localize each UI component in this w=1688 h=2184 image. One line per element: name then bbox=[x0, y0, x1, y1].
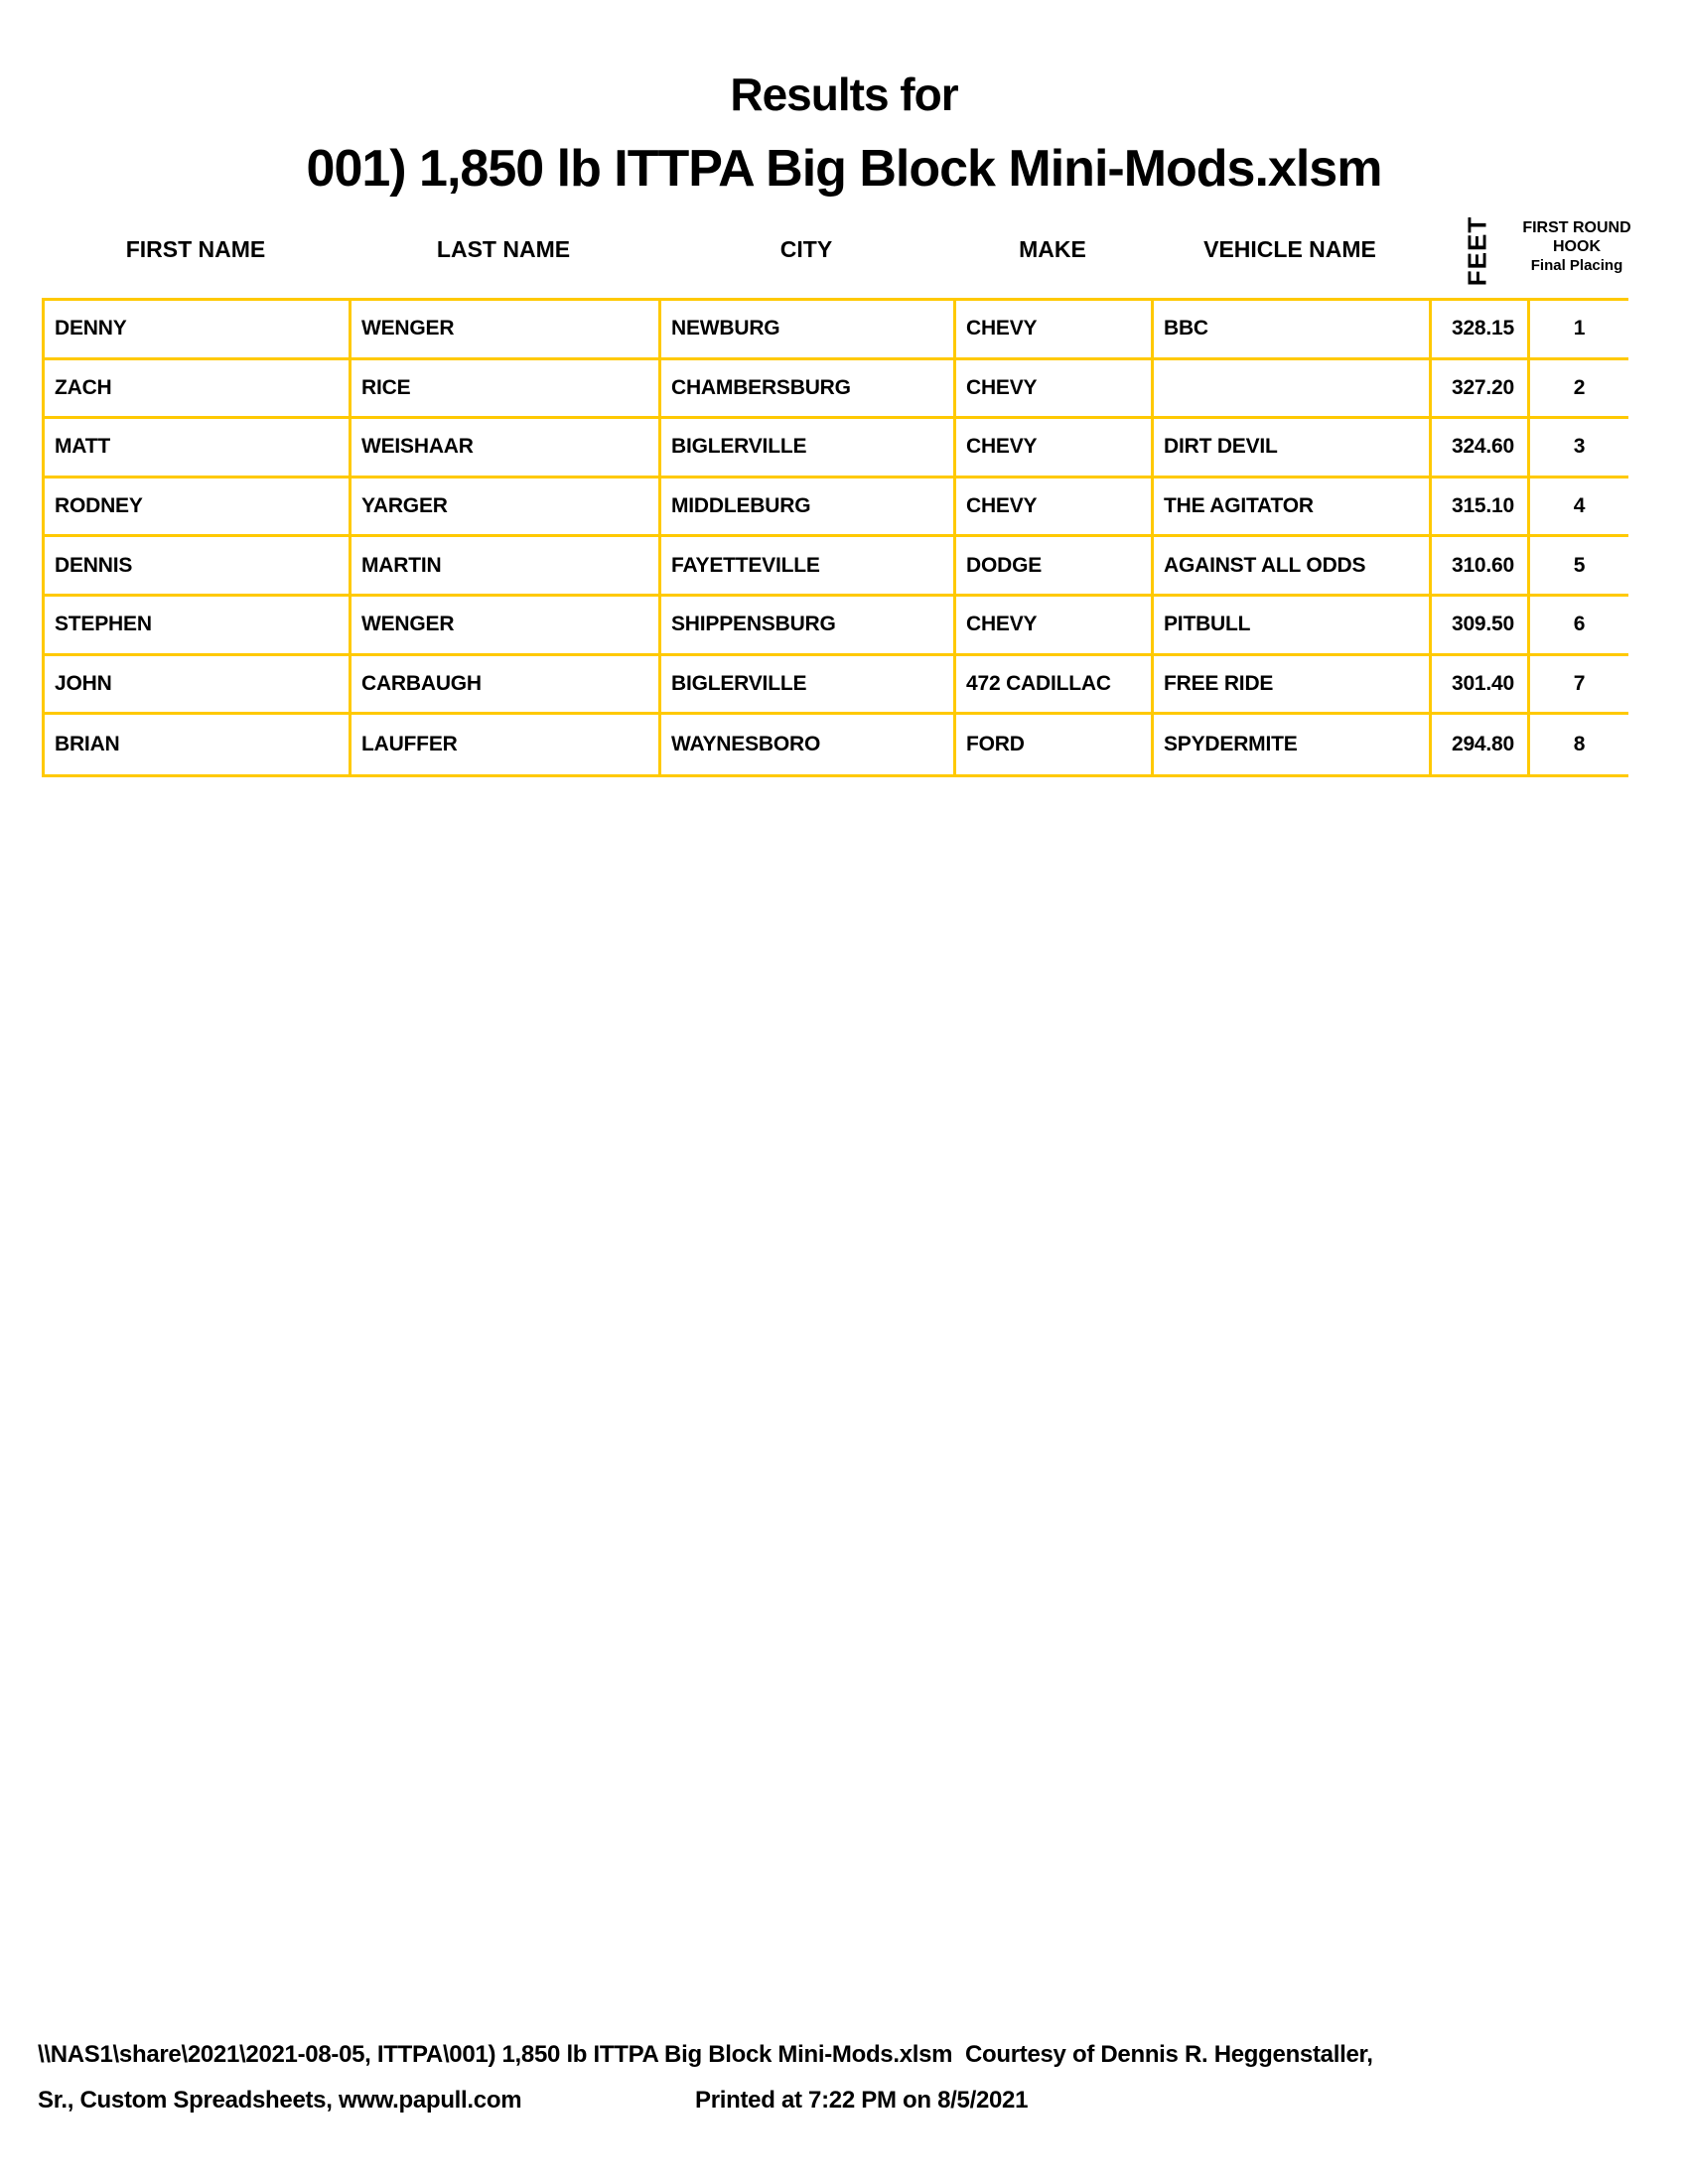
cell-feet: 309.50 bbox=[1432, 597, 1530, 656]
cell-first: JOHN bbox=[45, 656, 352, 716]
cell-last: WENGER bbox=[352, 301, 661, 360]
cell-make: CHEVY bbox=[956, 597, 1154, 656]
cell-vehicle: AGAINST ALL ODDS bbox=[1154, 537, 1432, 597]
cell-first: STEPHEN bbox=[45, 597, 352, 656]
cell-last: LAUFFER bbox=[352, 715, 661, 774]
cell-make: CHEVY bbox=[956, 419, 1154, 478]
cell-place: 4 bbox=[1530, 478, 1628, 538]
cell-first: DENNY bbox=[45, 301, 352, 360]
cell-place: 1 bbox=[1530, 301, 1628, 360]
cell-feet: 315.10 bbox=[1432, 478, 1530, 538]
cell-last: CARBAUGH bbox=[352, 656, 661, 716]
footer-printed-info: Printed at 7:22 PM on 8/5/2021 bbox=[695, 2087, 1029, 2114]
cell-make: DODGE bbox=[956, 537, 1154, 597]
cell-place: 2 bbox=[1530, 360, 1628, 420]
column-header-vehicle-name: VEHICLE NAME bbox=[1203, 236, 1376, 262]
column-header-last-name: LAST NAME bbox=[436, 236, 571, 262]
hook-header-line1: FIRST ROUND bbox=[1522, 219, 1631, 236]
cell-make: FORD bbox=[956, 715, 1154, 774]
cell-vehicle: DIRT DEVIL bbox=[1154, 419, 1432, 478]
cell-vehicle: FREE RIDE bbox=[1154, 656, 1432, 716]
cell-city: SHIPPENSBURG bbox=[661, 597, 956, 656]
cell-feet: 328.15 bbox=[1432, 301, 1530, 360]
cell-city: BIGLERVILLE bbox=[661, 656, 956, 716]
hook-header-line2: HOOK bbox=[1553, 238, 1601, 255]
cell-city: WAYNESBORO bbox=[661, 715, 956, 774]
cell-place: 3 bbox=[1530, 419, 1628, 478]
cell-city: NEWBURG bbox=[661, 301, 956, 360]
column-header-first-round-hook bbox=[1487, 218, 1666, 275]
cell-feet: 327.20 bbox=[1432, 360, 1530, 420]
cell-make: CHEVY bbox=[956, 360, 1154, 420]
cell-last: WENGER bbox=[352, 597, 661, 656]
page-title-line1: Results for bbox=[730, 68, 958, 120]
cell-vehicle: THE AGITATOR bbox=[1154, 478, 1432, 538]
cell-last: WEISHAAR bbox=[352, 419, 661, 478]
hook-header-line3: Final Placing bbox=[1530, 257, 1623, 274]
cell-last: YARGER bbox=[352, 478, 661, 538]
cell-vehicle: SPYDERMITE bbox=[1154, 715, 1432, 774]
cell-city: CHAMBERSBURG bbox=[661, 360, 956, 420]
cell-place: 8 bbox=[1573, 732, 1586, 755]
cell-place: 6 bbox=[1530, 597, 1628, 656]
cell-last: RICE bbox=[352, 360, 661, 420]
cell-city: FAYETTEVILLE bbox=[661, 537, 956, 597]
cell-last: MARTIN bbox=[352, 537, 661, 597]
footer-file-path: \\NAS1\share\2021\2021-08-05, ITTPA\001) 1,850 lb ITTPA Big Block Mini-Mods.xlsm Courtesy of Dennis R. Heggenstaller, bbox=[38, 2041, 1373, 2068]
footer-credit: Sr., Custom Spreadsheets, www.papull.com bbox=[38, 2087, 522, 2114]
cell-first: RODNEY bbox=[45, 478, 352, 538]
cell-make: CHEVY bbox=[956, 301, 1154, 360]
cell-city: BIGLERVILLE bbox=[661, 419, 956, 478]
column-header-make: MAKE bbox=[1019, 236, 1086, 262]
cell-feet: 301.40 bbox=[1432, 656, 1530, 716]
column-header-first-name: FIRST NAME bbox=[125, 236, 266, 262]
column-header-city: CITY bbox=[779, 236, 833, 262]
cell-city: MIDDLEBURG bbox=[661, 478, 956, 538]
results-table bbox=[42, 298, 1628, 777]
cell-vehicle bbox=[1154, 360, 1432, 420]
cell-first: ZACH bbox=[45, 360, 352, 420]
column-header-feet-rotated: FEET bbox=[1462, 215, 1492, 287]
cell-first: BRIAN bbox=[45, 715, 352, 774]
page-title-line2: 001) 1,850 lb ITTPA Big Block Mini-Mods.xlsm bbox=[306, 140, 1382, 198]
cell-make: CHEVY bbox=[956, 478, 1154, 538]
cell-first: DENNIS bbox=[45, 537, 352, 597]
cell-make: 472 CADILLAC bbox=[956, 656, 1154, 716]
cell-feet: 324.60 bbox=[1432, 419, 1530, 478]
cell-first: MATT bbox=[45, 419, 352, 478]
cell-vehicle: PITBULL bbox=[1154, 597, 1432, 656]
cell-feet: 310.60 bbox=[1432, 537, 1530, 597]
cell-place: 7 bbox=[1530, 656, 1628, 716]
cell-feet: 294.80 bbox=[1432, 715, 1530, 774]
cell-vehicle: BBC bbox=[1154, 301, 1432, 360]
cell-place: 5 bbox=[1530, 537, 1628, 597]
